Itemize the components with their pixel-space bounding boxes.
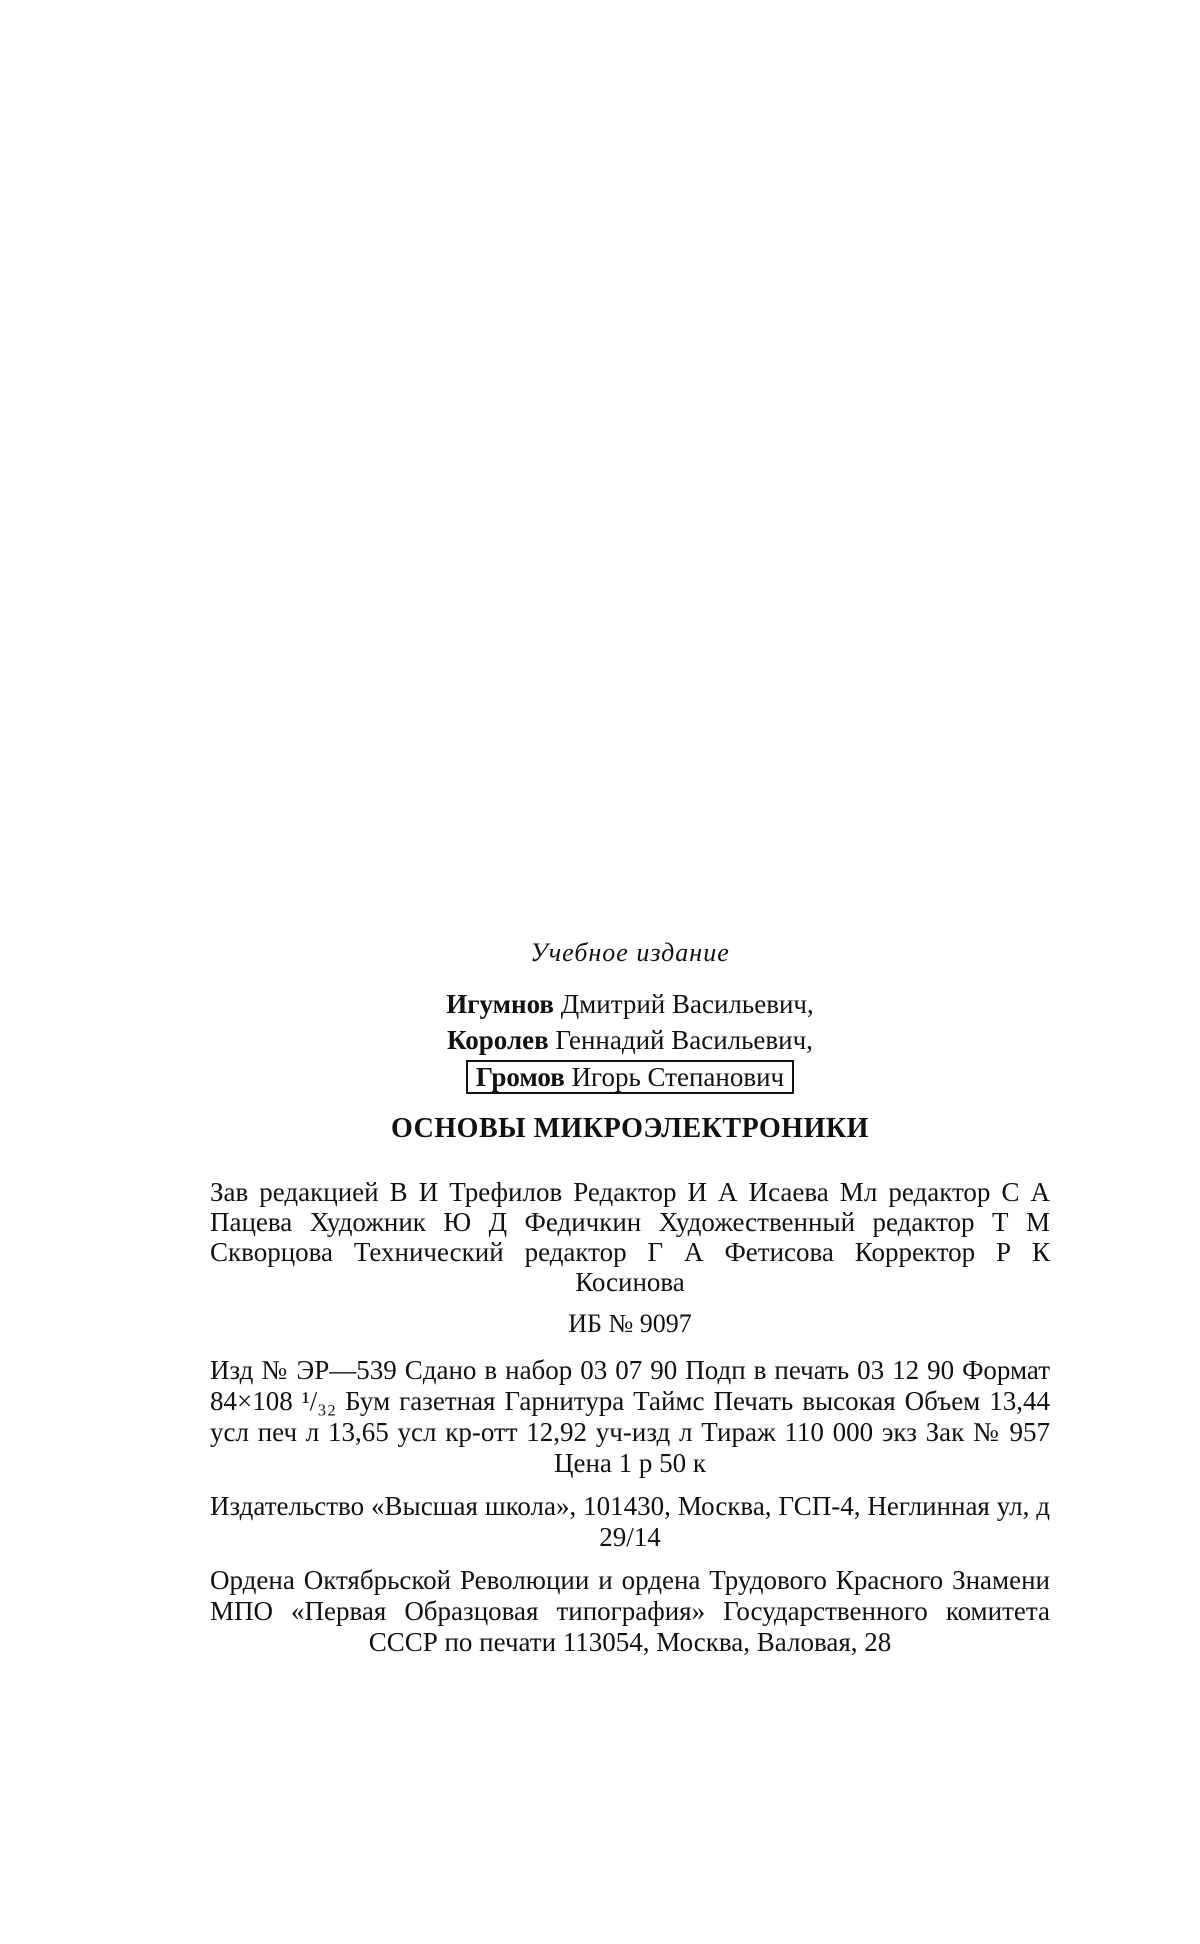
editorial-staff: Зав редакцией В И Трефилов Редактор И А Исаева Мл редактор С А Пацева Художник Ю Д Федичкин Художественный редактор Т М Скворцова Технический редактор Г А Фетисова Корректор Р К Косинова xyxy=(210,1177,1050,1297)
author-given-names: Игорь Степанович xyxy=(571,1062,785,1092)
imprint-block xyxy=(200,938,1060,1658)
author-line xyxy=(200,1022,1060,1058)
publisher-info: Издательство «Высшая школа», 101430, Москва, ГСП-4, Неглинная ул, д 29/14 xyxy=(210,1491,1050,1552)
author-list xyxy=(200,986,1060,1095)
print-details: Изд № ЭР—539 Сдано в набор 03 07 90 Подп в печать 03 12 90 Формат 84×108 ¹/₃₂ Бум газетная Гарнитура Таймс Печать высокая Объем 13,44 усл печ л 13,65 усл кр-отт 12,92 уч-изд л Тираж 110 000 экз Зак № 957 Цена 1 р 50 к xyxy=(210,1355,1050,1478)
author-line xyxy=(200,986,1060,1022)
author-surname: Игумнов xyxy=(446,989,555,1019)
edition-type: Учебное издание xyxy=(530,938,730,967)
book-title: ОСНОВЫ МИКРОЭЛЕКТРОНИКИ xyxy=(391,1113,869,1144)
author-given-names: Дмитрий Васильевич, xyxy=(560,989,814,1019)
author-given-names: Геннадий Васильевич, xyxy=(555,1025,813,1055)
author-line xyxy=(200,1058,1060,1095)
printer-info: Ордена Октябрьской Революции и ордена Трудового Красного Знамени МПО «Первая Образцовая типография» Государственного комитета СССР по печати 113054, Москва, Валовая, 28 xyxy=(210,1565,1050,1657)
ib-number: ИБ № 9097 xyxy=(568,1309,692,1338)
author-boxed-frame xyxy=(466,1060,794,1094)
author-surname: Громов xyxy=(475,1062,565,1092)
author-surname: Королев xyxy=(447,1025,549,1055)
